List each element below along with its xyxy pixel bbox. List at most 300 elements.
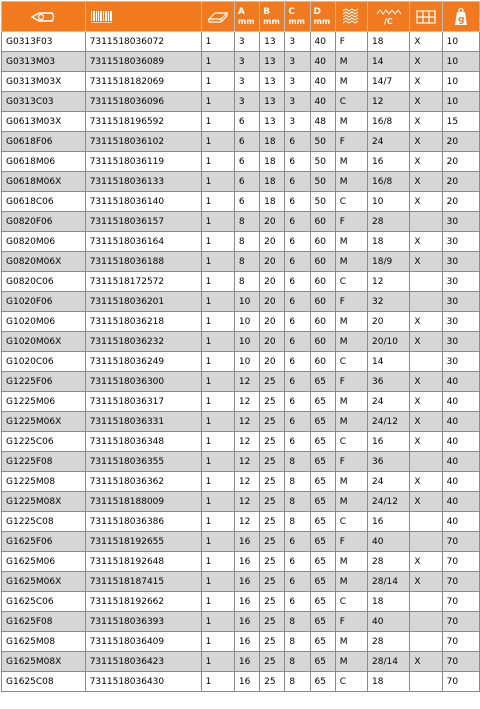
cell-pack: 1: [201, 392, 234, 412]
cell-pack: 1: [201, 312, 234, 332]
cell-article: G1020M06: [2, 312, 86, 332]
cell-teeth: 14: [368, 52, 410, 72]
cell-dim-c: 6: [285, 232, 310, 252]
table-row: [2, 592, 480, 612]
cell-dim-d: 65: [310, 652, 335, 672]
cell-dim-a: 3: [234, 72, 259, 92]
cell-dim-c: 6: [285, 252, 310, 272]
cell-ean: 7311518036393: [85, 612, 201, 632]
cell-teeth: 28/14: [368, 652, 410, 672]
cell-carton: [410, 632, 442, 652]
cell-teeth: 16: [368, 432, 410, 452]
cell-article: G1020C06: [2, 352, 86, 372]
barcode-icon: [90, 9, 114, 25]
cell-article: G1225F08: [2, 452, 86, 472]
cell-carton: X: [410, 52, 442, 72]
cell-teeth: 40: [368, 612, 410, 632]
cell-dim-a: 10: [234, 352, 259, 372]
cell-pack: 1: [201, 552, 234, 572]
cell-cut: M: [335, 472, 367, 492]
cell-dim-b: 25: [260, 412, 285, 432]
cell-weight: 20: [442, 192, 479, 212]
cell-dim-c: 3: [285, 72, 310, 92]
cell-carton: X: [410, 132, 442, 152]
cell-article: G0313M03X: [2, 72, 86, 92]
cell-cut: C: [335, 352, 367, 372]
cell-pack: 1: [201, 372, 234, 392]
cell-dim-c: 6: [285, 552, 310, 572]
cell-teeth: 10: [368, 192, 410, 212]
file-tool-icon: [30, 9, 56, 25]
cell-dim-b: 25: [260, 612, 285, 632]
cell-pack: 1: [201, 272, 234, 292]
cell-article: G0613M03X: [2, 112, 86, 132]
cell-article: G1020M06X: [2, 332, 86, 352]
cell-dim-a: 8: [234, 272, 259, 292]
table-row: [2, 92, 480, 112]
cell-pack: 1: [201, 32, 234, 52]
cell-dim-c: 8: [285, 492, 310, 512]
cell-carton: X: [410, 392, 442, 412]
cell-ean: 7311518036157: [85, 212, 201, 232]
cell-cut: C: [335, 672, 367, 692]
cell-ean: 7311518036317: [85, 392, 201, 412]
cell-pack: 1: [201, 632, 234, 652]
cell-teeth: 24: [368, 472, 410, 492]
cell-ean: 7311518196592: [85, 112, 201, 132]
cell-dim-b: 25: [260, 492, 285, 512]
product-table: [1, 1, 480, 692]
cell-article: G1625F08: [2, 612, 86, 632]
cell-carton: [410, 612, 442, 632]
cell-cut: F: [335, 372, 367, 392]
cell-carton: X: [410, 252, 442, 272]
cell-teeth: 32: [368, 292, 410, 312]
cell-pack: 1: [201, 512, 234, 532]
table-row: [2, 352, 480, 372]
cell-carton: X: [410, 232, 442, 252]
cell-dim-d: 60: [310, 332, 335, 352]
cell-carton: X: [410, 472, 442, 492]
cell-dim-a: 6: [234, 132, 259, 152]
cell-carton: X: [410, 72, 442, 92]
cell-dim-a: 10: [234, 292, 259, 312]
table-row: [2, 652, 480, 672]
cell-dim-d: 60: [310, 272, 335, 292]
cell-pack: 1: [201, 452, 234, 472]
cell-ean: 7311518036133: [85, 172, 201, 192]
cell-weight: 30: [442, 272, 479, 292]
cell-dim-c: 6: [285, 292, 310, 312]
table-row: [2, 232, 480, 252]
cell-dim-d: 50: [310, 172, 335, 192]
cell-dim-b: 25: [260, 592, 285, 612]
cell-ean: 7311518036430: [85, 672, 201, 692]
cell-teeth: 24/12: [368, 412, 410, 432]
table-row: [2, 572, 480, 592]
cell-dim-d: 65: [310, 512, 335, 532]
cell-dim-d: 50: [310, 152, 335, 172]
cell-ean: 7311518036201: [85, 292, 201, 312]
cell-article: G1625M08X: [2, 652, 86, 672]
cell-ean: 7311518036249: [85, 352, 201, 372]
cell-dim-a: 12: [234, 392, 259, 412]
cell-weight: 70: [442, 592, 479, 612]
cell-dim-b: 13: [260, 32, 285, 52]
cell-teeth: 12: [368, 92, 410, 112]
col-d: D mm: [310, 2, 335, 32]
cell-dim-d: 60: [310, 292, 335, 312]
table-row: [2, 132, 480, 152]
cell-cut: M: [335, 332, 367, 352]
cell-cut: F: [335, 612, 367, 632]
cell-ean: 7311518036409: [85, 632, 201, 652]
cell-dim-b: 25: [260, 472, 285, 492]
cell-carton: [410, 352, 442, 372]
cell-carton: [410, 592, 442, 612]
cell-ean: 7311518187415: [85, 572, 201, 592]
cell-ean: 7311518172572: [85, 272, 201, 292]
cell-dim-d: 60: [310, 212, 335, 232]
cell-article: G0820M06: [2, 232, 86, 252]
cell-dim-c: 6: [285, 272, 310, 292]
table-row: [2, 412, 480, 432]
col-b: B mm: [260, 2, 285, 32]
cell-article: G1625M06X: [2, 572, 86, 592]
cell-ean: 7311518192662: [85, 592, 201, 612]
cell-dim-d: 65: [310, 412, 335, 432]
cell-weight: 30: [442, 292, 479, 312]
cell-weight: 40: [442, 432, 479, 452]
cell-ean: 7311518036164: [85, 232, 201, 252]
cell-article: G0618C06: [2, 192, 86, 212]
cell-carton: X: [410, 92, 442, 112]
cell-pack: 1: [201, 252, 234, 272]
cell-dim-a: 16: [234, 572, 259, 592]
cell-dim-d: 65: [310, 632, 335, 652]
cell-dim-d: 48: [310, 112, 335, 132]
cell-carton: X: [410, 112, 442, 132]
cell-pack: 1: [201, 592, 234, 612]
cell-dim-d: 65: [310, 392, 335, 412]
cell-dim-b: 25: [260, 572, 285, 592]
cell-teeth: 16/8: [368, 112, 410, 132]
cell-dim-b: 25: [260, 432, 285, 452]
cell-article: G0820M06X: [2, 252, 86, 272]
cell-weight: 70: [442, 612, 479, 632]
cell-dim-a: 3: [234, 92, 259, 112]
cell-carton: X: [410, 492, 442, 512]
cell-teeth: 18: [368, 592, 410, 612]
cell-teeth: 14/7: [368, 72, 410, 92]
cell-cut: M: [335, 632, 367, 652]
cell-dim-b: 18: [260, 132, 285, 152]
cell-dim-a: 12: [234, 412, 259, 432]
cell-weight: 40: [442, 492, 479, 512]
cell-pack: 1: [201, 472, 234, 492]
cell-teeth: 24: [368, 392, 410, 412]
cell-dim-c: 6: [285, 332, 310, 352]
cell-dim-a: 16: [234, 612, 259, 632]
cell-dim-a: 12: [234, 372, 259, 392]
table-row: [2, 512, 480, 532]
cell-weight: 30: [442, 332, 479, 352]
cell-dim-b: 13: [260, 112, 285, 132]
table-row: [2, 672, 480, 692]
table-row: [2, 172, 480, 192]
table-row: [2, 72, 480, 92]
cell-dim-d: 65: [310, 592, 335, 612]
cell-dim-c: 8: [285, 452, 310, 472]
cell-dim-d: 65: [310, 492, 335, 512]
cell-dim-c: 6: [285, 212, 310, 232]
table-row: [2, 192, 480, 212]
cell-dim-b: 18: [260, 172, 285, 192]
cell-weight: 70: [442, 532, 479, 552]
cell-dim-d: 50: [310, 132, 335, 152]
cell-cut: M: [335, 552, 367, 572]
cell-dim-a: 8: [234, 252, 259, 272]
cell-carton: [410, 272, 442, 292]
cell-dim-a: 8: [234, 212, 259, 232]
weight-icon: [451, 7, 471, 27]
cell-dim-b: 20: [260, 332, 285, 352]
cell-cut: C: [335, 92, 367, 112]
cell-dim-b: 20: [260, 212, 285, 232]
cell-dim-c: 8: [285, 512, 310, 532]
cell-ean: 7311518192648: [85, 552, 201, 572]
cell-dim-b: 25: [260, 392, 285, 412]
cell-pack: 1: [201, 212, 234, 232]
cell-teeth: 20: [368, 312, 410, 332]
cell-weight: 20: [442, 172, 479, 192]
cell-teeth: 16: [368, 152, 410, 172]
cell-dim-c: 6: [285, 592, 310, 612]
cell-dim-a: 6: [234, 192, 259, 212]
svg-text:/C: /C: [383, 16, 393, 26]
table-row: [2, 372, 480, 392]
cell-dim-d: 40: [310, 32, 335, 52]
col-weight: [442, 2, 479, 32]
cell-dim-c: 6: [285, 312, 310, 332]
cell-weight: 70: [442, 552, 479, 572]
cell-dim-a: 3: [234, 32, 259, 52]
cell-weight: 30: [442, 212, 479, 232]
cell-dim-d: 65: [310, 572, 335, 592]
table-row: [2, 272, 480, 292]
cell-carton: [410, 532, 442, 552]
cell-dim-c: 8: [285, 472, 310, 492]
cell-teeth: 18: [368, 672, 410, 692]
carton-icon: [415, 8, 437, 26]
col-c: C mm: [285, 2, 310, 32]
cell-dim-a: 10: [234, 312, 259, 332]
cell-dim-c: 6: [285, 352, 310, 372]
cell-dim-a: 8: [234, 232, 259, 252]
cell-teeth: 18: [368, 232, 410, 252]
cell-weight: 70: [442, 652, 479, 672]
cell-article: G1225C06: [2, 432, 86, 452]
cell-ean: 7311518036362: [85, 472, 201, 492]
cell-ean: 7311518182069: [85, 72, 201, 92]
table-row: [2, 432, 480, 452]
cell-article: G1625C06: [2, 592, 86, 612]
cell-dim-a: 3: [234, 52, 259, 72]
cell-pack: 1: [201, 532, 234, 552]
cell-dim-c: 6: [285, 152, 310, 172]
table-row: [2, 52, 480, 72]
cell-pack: 1: [201, 612, 234, 632]
cell-ean: 7311518036232: [85, 332, 201, 352]
col-ean: [85, 2, 201, 32]
cell-teeth: 28/14: [368, 572, 410, 592]
cell-weight: 30: [442, 232, 479, 252]
table-row: [2, 332, 480, 352]
cell-dim-c: 8: [285, 632, 310, 652]
cell-cut: M: [335, 492, 367, 512]
col-tool: [2, 2, 86, 32]
cell-cut: F: [335, 32, 367, 52]
cell-ean: 7311518036188: [85, 252, 201, 272]
cell-carton: X: [410, 552, 442, 572]
cell-weight: 40: [442, 472, 479, 492]
cell-pack: 1: [201, 52, 234, 72]
cell-dim-c: 6: [285, 192, 310, 212]
cell-carton: [410, 512, 442, 532]
cell-dim-b: 25: [260, 552, 285, 572]
cell-ean: 7311518036102: [85, 132, 201, 152]
cell-dim-d: 65: [310, 452, 335, 472]
cell-dim-d: 65: [310, 372, 335, 392]
cell-ean: 7311518036355: [85, 452, 201, 472]
cell-dim-b: 18: [260, 192, 285, 212]
cell-cut: M: [335, 252, 367, 272]
cell-weight: 20: [442, 132, 479, 152]
cell-pack: 1: [201, 572, 234, 592]
cell-dim-c: 6: [285, 372, 310, 392]
cell-article: G0618M06X: [2, 172, 86, 192]
cell-carton: X: [410, 432, 442, 452]
cell-carton: X: [410, 332, 442, 352]
cell-article: G1225C08: [2, 512, 86, 532]
cell-teeth: 12: [368, 272, 410, 292]
cell-article: G0313C03: [2, 92, 86, 112]
cell-carton: X: [410, 32, 442, 52]
cell-dim-a: 16: [234, 532, 259, 552]
cell-dim-c: 6: [285, 132, 310, 152]
cell-dim-b: 20: [260, 352, 285, 372]
cell-ean: 7311518036096: [85, 92, 201, 112]
table-row: [2, 152, 480, 172]
table-row: [2, 212, 480, 232]
cell-dim-b: 20: [260, 232, 285, 252]
cell-pack: 1: [201, 132, 234, 152]
cell-teeth: 24/12: [368, 492, 410, 512]
cell-teeth: 24: [368, 132, 410, 152]
cell-cut: C: [335, 272, 367, 292]
cell-dim-d: 65: [310, 672, 335, 692]
cell-weight: 40: [442, 372, 479, 392]
cell-pack: 1: [201, 672, 234, 692]
col-pack: [201, 2, 234, 32]
cell-article: G0313M03: [2, 52, 86, 72]
table-row: [2, 392, 480, 412]
table-row: [2, 532, 480, 552]
cell-dim-a: 16: [234, 632, 259, 652]
cell-article: G1225M06: [2, 392, 86, 412]
cell-teeth: 36: [368, 372, 410, 392]
cell-pack: 1: [201, 112, 234, 132]
cell-ean: 7311518036331: [85, 412, 201, 432]
cell-dim-c: 6: [285, 172, 310, 192]
cell-cut: M: [335, 152, 367, 172]
cell-carton: X: [410, 312, 442, 332]
cell-carton: [410, 292, 442, 312]
cell-dim-d: 65: [310, 612, 335, 632]
cell-dim-b: 13: [260, 92, 285, 112]
cell-teeth: 28: [368, 632, 410, 652]
cell-carton: X: [410, 192, 442, 212]
cell-weight: 30: [442, 252, 479, 272]
cell-dim-d: 60: [310, 352, 335, 372]
cell-carton: [410, 672, 442, 692]
cell-dim-a: 16: [234, 652, 259, 672]
table-row: [2, 472, 480, 492]
cell-dim-a: 12: [234, 492, 259, 512]
cell-dim-c: 6: [285, 412, 310, 432]
cell-dim-c: 8: [285, 612, 310, 632]
cell-pack: 1: [201, 292, 234, 312]
cell-cut: C: [335, 512, 367, 532]
cell-dim-b: 13: [260, 52, 285, 72]
cell-ean: 7311518036423: [85, 652, 201, 672]
cell-article: G0313F03: [2, 32, 86, 52]
cell-ean: 7311518036386: [85, 512, 201, 532]
cell-dim-b: 13: [260, 72, 285, 92]
cell-weight: 40: [442, 392, 479, 412]
cell-weight: 10: [442, 92, 479, 112]
cell-dim-c: 3: [285, 32, 310, 52]
cell-dim-b: 25: [260, 452, 285, 472]
cell-dim-a: 12: [234, 512, 259, 532]
table-row: [2, 632, 480, 652]
cell-dim-c: 8: [285, 652, 310, 672]
cell-pack: 1: [201, 72, 234, 92]
cell-article: G1225M08X: [2, 492, 86, 512]
svg-text:g: g: [457, 14, 465, 25]
cell-cut: F: [335, 452, 367, 472]
cell-dim-d: 65: [310, 432, 335, 452]
cell-dim-b: 25: [260, 652, 285, 672]
cell-cut: C: [335, 592, 367, 612]
cell-ean: 7311518036348: [85, 432, 201, 452]
cut-pattern-icon: [341, 8, 361, 26]
cell-dim-b: 25: [260, 672, 285, 692]
cell-weight: 20: [442, 152, 479, 172]
cell-cut: C: [335, 432, 367, 452]
cell-weight: 70: [442, 572, 479, 592]
table-row: [2, 112, 480, 132]
cell-dim-a: 10: [234, 332, 259, 352]
cell-cut: M: [335, 412, 367, 432]
table-row: [2, 252, 480, 272]
cell-weight: 40: [442, 512, 479, 532]
cell-ean: 7311518036300: [85, 372, 201, 392]
cell-weight: 70: [442, 672, 479, 692]
table-row: [2, 452, 480, 472]
cell-pack: 1: [201, 332, 234, 352]
cell-dim-c: 6: [285, 532, 310, 552]
